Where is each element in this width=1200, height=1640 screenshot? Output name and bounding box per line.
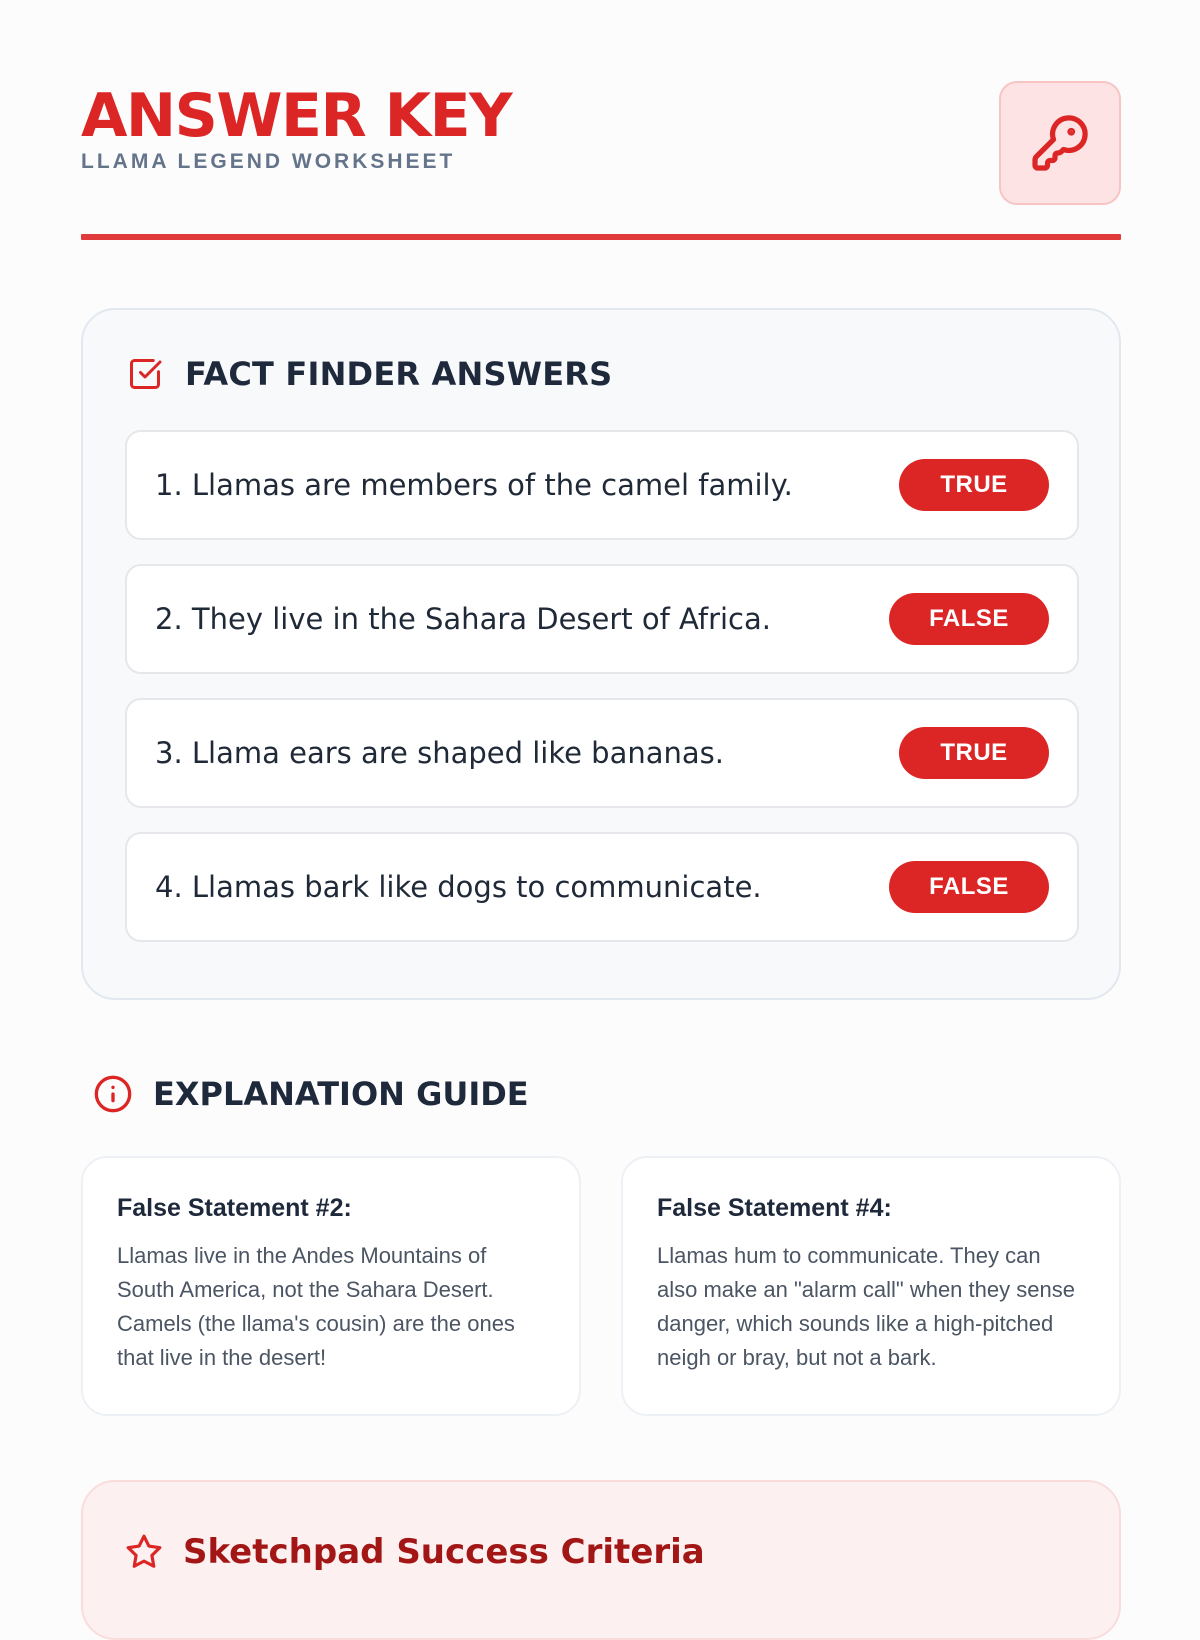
explanation-body: Llamas live in the Andes Mountains of South America, not the Sahara Desert. Camels (the llama's cousin) are the ones that live in the desert! (117, 1243, 515, 1370)
question-row (125, 564, 1079, 674)
explanation-heading: False Statement #2: (117, 1194, 352, 1222)
question-row (125, 698, 1079, 808)
question-text: 1. Llamas are members of the camel family. (155, 468, 793, 502)
question-row (125, 832, 1079, 942)
header (81, 0, 1121, 240)
key-icon (1030, 113, 1090, 173)
answer-badge: FALSE (889, 861, 1049, 913)
checkbox-check-icon (127, 356, 163, 392)
success-criteria-card (81, 1480, 1121, 1640)
fact-finder-header (127, 354, 612, 394)
answer-key-page (81, 0, 1121, 1572)
header-divider (81, 234, 1121, 240)
explanation-heading: False Statement #4: (657, 1194, 892, 1222)
answer-badge: FALSE (889, 593, 1049, 645)
explanation-header (93, 1072, 529, 1116)
info-icon (93, 1074, 133, 1114)
question-text: 3. Llama ears are shaped like bananas. (155, 736, 724, 770)
fact-finder-title: FACT FINDER ANSWERS (185, 355, 613, 393)
success-criteria-title: Sketchpad Success Criteria (183, 1532, 705, 1572)
key-badge (999, 81, 1121, 205)
explanation-card (81, 1156, 581, 1416)
explanation-card (621, 1156, 1121, 1416)
fact-finder-card (81, 308, 1121, 1000)
answer-badge: TRUE (899, 459, 1049, 511)
explanation-title: EXPLANATION GUIDE (153, 1075, 529, 1113)
page-subtitle: LLAMA LEGEND WORKSHEET (81, 150, 456, 173)
question-row (125, 430, 1079, 540)
explanation-body: Llamas hum to communicate. They can also make an "alarm call" when they sense danger, which sounds like a high-pitched neigh or bray, but not a bark. (657, 1243, 1075, 1370)
page-title: ANSWER KEY (81, 81, 512, 151)
question-text: 2. They live in the Sahara Desert of Africa. (155, 602, 771, 636)
star-icon (125, 1533, 163, 1571)
question-text: 4. Llamas bark like dogs to communicate. (155, 870, 762, 904)
answer-badge: TRUE (899, 727, 1049, 779)
success-criteria-header (125, 1530, 705, 1574)
